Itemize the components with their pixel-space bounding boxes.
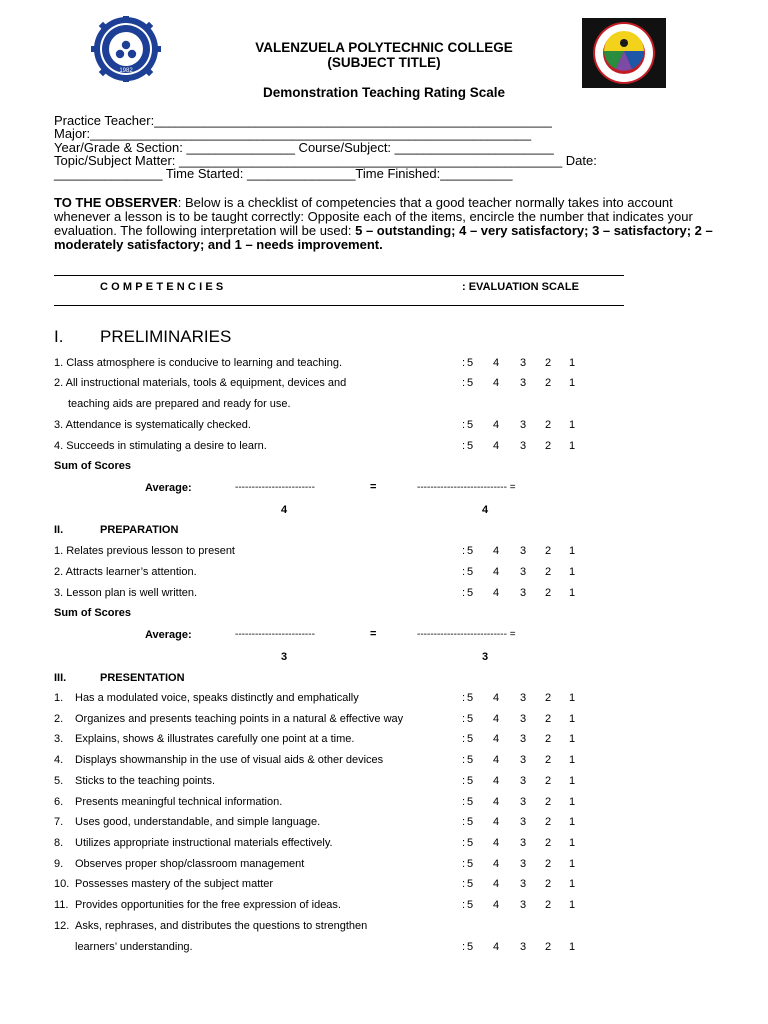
list-item: 2. All instructional materials, tools & equipment, devices and	[54, 377, 347, 389]
scale-3[interactable]: 3	[520, 941, 527, 953]
scale-2[interactable]: 2	[545, 440, 552, 452]
scale-prefix: :	[462, 545, 466, 557]
scale-prefix: :	[462, 754, 466, 767]
header-rule-top	[54, 275, 624, 276]
section-title-presentation: PRESENTATION	[100, 672, 185, 684]
scale-4[interactable]: 4	[493, 857, 500, 870]
scale-4[interactable]: 4	[493, 816, 500, 829]
section-numeral: I.	[54, 327, 64, 346]
scale-2[interactable]: 2	[545, 545, 552, 557]
scale-5[interactable]: 5	[467, 377, 474, 389]
scale-2[interactable]: 2	[545, 836, 552, 849]
list-item-number: 3.	[54, 733, 64, 746]
header-rule-bottom	[54, 305, 624, 306]
scale-3[interactable]: 3	[520, 878, 527, 891]
scale-4[interactable]: 4	[493, 795, 500, 808]
section-title-preparation: PREPARATION	[100, 524, 179, 536]
scale-3[interactable]: 3	[520, 587, 527, 599]
list-item: 3. Lesson plan is well written.	[54, 587, 198, 599]
observer-lead: TO THE OBSERVER	[54, 195, 178, 210]
list-item: Uses good, understandable, and simple language.	[75, 816, 321, 829]
scale-5[interactable]: 5	[467, 941, 474, 953]
list-item: Has a modulated voice, speaks distinctly and emphatically	[75, 692, 359, 704]
scale-1[interactable]: 1	[569, 377, 576, 389]
scale-1[interactable]: 1	[569, 774, 576, 787]
scale-prefix: :	[462, 440, 466, 452]
scale-1[interactable]: 1	[569, 566, 576, 578]
scale-1[interactable]: 1	[569, 733, 576, 746]
scale-prefix: :	[462, 692, 466, 704]
scale-2[interactable]: 2	[545, 774, 552, 787]
scale-4[interactable]: 4	[493, 754, 500, 767]
scale-4[interactable]: 4	[493, 836, 500, 849]
scale-2[interactable]: 2	[545, 377, 552, 389]
scale-2[interactable]: 2	[545, 795, 552, 808]
equals-sign: =	[370, 481, 377, 493]
scale-prefix: :	[462, 357, 466, 369]
scale-5[interactable]: 5	[467, 878, 474, 891]
scale-3[interactable]: 3	[520, 419, 527, 431]
scale-3[interactable]: 3	[520, 566, 527, 578]
scale-5[interactable]: 5	[467, 357, 474, 369]
scale-2[interactable]: 2	[545, 419, 552, 431]
major-field[interactable]: Major:_____________________________________________________________	[54, 126, 532, 141]
average-blank-left[interactable]: ------------------------	[235, 482, 315, 493]
observer-instructions	[54, 196, 714, 252]
section-numeral-presentation: III.	[54, 672, 67, 684]
scale-1[interactable]: 1	[569, 941, 576, 953]
rating-legend: 5 – outstanding; 4 – very satisfactory; 3 – satisfactory; 2 – moderately satisfactory; and 1 – needs improvement.	[54, 223, 713, 252]
list-item-number: 11.	[54, 899, 69, 911]
sum-of-scores-label: Sum of Scores	[54, 460, 132, 472]
scale-prefix: :	[462, 712, 466, 725]
scale-2[interactable]: 2	[545, 941, 552, 953]
average-blank-right[interactable]: --------------------------- =	[417, 482, 516, 493]
scale-5[interactable]: 5	[467, 754, 474, 767]
scale-2[interactable]: 2	[545, 357, 552, 369]
average-label: Average:	[145, 629, 192, 641]
evaluation-scale-header: : EVALUATION SCALE	[462, 281, 579, 293]
form-title: Demonstration Teaching Rating Scale	[262, 85, 506, 100]
scale-prefix: :	[462, 878, 466, 891]
topic-date-field[interactable]: Topic/Subject Matter: _____________________________________________________ Date:	[54, 153, 597, 168]
list-item-number: 1.	[54, 692, 64, 704]
list-item: Provides opportunities for the free expression of ideas.	[75, 899, 341, 911]
scale-1[interactable]: 1	[569, 692, 576, 704]
scale-1[interactable]: 1	[569, 836, 576, 849]
denominator-right: 3	[482, 651, 489, 663]
scale-prefix: :	[462, 587, 466, 599]
scale-4[interactable]: 4	[493, 440, 500, 452]
practice-teacher-field[interactable]: Practice Teacher:_______________________________________________________	[54, 113, 552, 128]
list-item-number: 2.	[54, 712, 64, 725]
scale-3[interactable]: 3	[520, 357, 527, 369]
scale-3[interactable]: 3	[520, 899, 527, 911]
scale-2[interactable]: 2	[545, 857, 552, 870]
scale-5[interactable]: 5	[467, 440, 474, 452]
scale-1[interactable]: 1	[569, 816, 576, 829]
scale-4[interactable]: 4	[493, 878, 500, 891]
list-item-number: 8.	[54, 836, 64, 849]
list-item: 2. Attracts learner’s attention.	[54, 566, 197, 578]
scale-4[interactable]: 4	[493, 733, 500, 746]
scale-prefix: :	[462, 899, 466, 911]
scale-3[interactable]: 3	[520, 545, 527, 557]
list-item: 3. Attendance is systematically checked.	[54, 419, 251, 431]
scale-2[interactable]: 2	[545, 878, 552, 891]
scale-4[interactable]: 4	[493, 545, 500, 557]
equals-sign: =	[370, 628, 377, 640]
scale-3[interactable]: 3	[520, 377, 527, 389]
list-item: 1. Class atmosphere is conducive to learning and teaching.	[54, 357, 343, 369]
denominator-left: 4	[281, 504, 288, 516]
list-item: Sticks to the teaching points.	[75, 774, 216, 787]
scale-2[interactable]: 2	[545, 712, 552, 725]
section-title-preliminaries	[54, 327, 231, 347]
section-name: PRELIMINARIES	[100, 327, 232, 346]
scale-2[interactable]: 2	[545, 733, 552, 746]
scale-4[interactable]: 4	[493, 357, 500, 369]
scale-1[interactable]: 1	[569, 857, 576, 870]
scale-5[interactable]: 5	[467, 899, 474, 911]
observer-text: : Below is a checklist of competencies that a good teacher normally takes into account whenever a lesson is to be taught correctly: Opposite each of the items, encircle the number that indicates your evaluation. The following interpretation will be used:	[54, 195, 693, 238]
average-blank-right[interactable]: --------------------------- =	[417, 629, 516, 640]
scale-1[interactable]: 1	[569, 878, 576, 891]
list-item-number: 7.	[54, 816, 64, 829]
scale-1[interactable]: 1	[569, 587, 576, 599]
list-item: Explains, shows & illustrates carefully one point at a time.	[75, 733, 355, 746]
scale-2[interactable]: 2	[545, 899, 552, 911]
list-item: Displays showmanship in the use of visual aids & other devices	[75, 754, 384, 767]
college-name: VALENZUELA POLYTECHNIC COLLEGE	[255, 40, 513, 55]
scale-1[interactable]: 1	[569, 899, 576, 911]
scale-4[interactable]: 4	[493, 377, 500, 389]
scale-1[interactable]: 1	[569, 419, 576, 431]
list-item-number: 4.	[54, 754, 64, 767]
scale-prefix: :	[462, 941, 466, 953]
scale-4[interactable]: 4	[493, 774, 500, 787]
scale-prefix: :	[462, 795, 466, 808]
scale-5[interactable]: 5	[467, 836, 474, 849]
list-item: 1. Relates previous lesson to present	[54, 545, 235, 557]
scale-1[interactable]: 1	[569, 440, 576, 452]
scale-5[interactable]: 5	[467, 733, 474, 746]
scale-4[interactable]: 4	[493, 712, 500, 725]
scale-2[interactable]: 2	[545, 566, 552, 578]
section-numeral-preparation: II.	[54, 524, 64, 536]
list-item-number: 5.	[54, 774, 64, 787]
list-item: Organizes and presents teaching points in a natural & effective way	[75, 712, 404, 725]
list-item: 4. Succeeds in stimulating a desire to learn.	[54, 440, 267, 452]
scale-4[interactable]: 4	[493, 899, 500, 911]
scale-2[interactable]: 2	[545, 587, 552, 599]
list-item-number: 12.	[54, 919, 70, 932]
scale-3[interactable]: 3	[520, 754, 527, 767]
scale-prefix: :	[462, 419, 466, 431]
scale-1[interactable]: 1	[569, 545, 576, 557]
scale-3[interactable]: 3	[520, 774, 527, 787]
scale-5[interactable]: 5	[467, 816, 474, 829]
scale-prefix: :	[462, 733, 466, 746]
scale-3[interactable]: 3	[520, 440, 527, 452]
scale-2[interactable]: 2	[545, 816, 552, 829]
scale-5[interactable]: 5	[467, 795, 474, 808]
scale-4[interactable]: 4	[493, 566, 500, 578]
scale-3[interactable]: 3	[520, 733, 527, 746]
list-item-number: 9.	[54, 857, 64, 870]
list-item-continuation: teaching aids are prepared and ready for use.	[68, 398, 291, 410]
scale-4[interactable]: 4	[493, 419, 500, 431]
scale-5[interactable]: 5	[467, 587, 474, 599]
scale-4[interactable]: 4	[493, 587, 500, 599]
scale-3[interactable]: 3	[520, 836, 527, 849]
scale-5[interactable]: 5	[467, 857, 474, 870]
list-item-number: 10.	[54, 878, 70, 891]
scale-1[interactable]: 1	[569, 754, 576, 767]
scale-4[interactable]: 4	[493, 692, 500, 704]
average-blank-left[interactable]: ------------------------	[235, 629, 315, 640]
scale-1[interactable]: 1	[569, 795, 576, 808]
scale-2[interactable]: 2	[545, 692, 552, 704]
scale-1[interactable]: 1	[569, 357, 576, 369]
competencies-header: COMPETENCIES	[100, 281, 227, 293]
sum-of-scores-label: Sum of Scores	[54, 607, 132, 619]
scale-prefix: :	[462, 774, 466, 787]
scale-prefix: :	[462, 816, 466, 829]
list-item: Presents meaningful technical information.	[75, 795, 283, 808]
time-field[interactable]: _______________ Time Started: _______________Time Finished:__________	[54, 166, 513, 181]
list-item-number: 6.	[54, 795, 64, 808]
subject-title: (SUBJECT TITLE)	[327, 55, 441, 70]
scale-prefix: :	[462, 566, 466, 578]
scale-5[interactable]: 5	[467, 419, 474, 431]
list-item: Asks, rephrases, and distributes the questions to strengthen	[75, 919, 368, 932]
scale-prefix: :	[462, 857, 466, 870]
scale-3[interactable]: 3	[520, 692, 527, 704]
scale-3[interactable]: 3	[520, 816, 527, 829]
denominator-left: 3	[281, 651, 288, 663]
list-item-continuation: learners’ understanding.	[75, 941, 193, 953]
scale-1[interactable]: 1	[569, 712, 576, 725]
scale-3[interactable]: 3	[520, 712, 527, 725]
scale-5[interactable]: 5	[467, 774, 474, 787]
scale-3[interactable]: 3	[520, 795, 527, 808]
scale-3[interactable]: 3	[520, 857, 527, 870]
scale-5[interactable]: 5	[467, 566, 474, 578]
svg-text:1982: 1982	[119, 68, 133, 74]
scale-prefix: :	[462, 836, 466, 849]
denominator-right: 4	[482, 504, 489, 516]
scale-5[interactable]: 5	[467, 712, 474, 725]
list-item: Utilizes appropriate instructional materials effectively.	[75, 836, 333, 849]
scale-5[interactable]: 5	[467, 692, 474, 704]
scale-2[interactable]: 2	[545, 754, 552, 767]
list-item: Observes proper shop/classroom management	[75, 857, 305, 870]
scale-4[interactable]: 4	[493, 941, 500, 953]
scale-5[interactable]: 5	[467, 545, 474, 557]
scale-prefix: :	[462, 377, 466, 389]
year-grade-course-field[interactable]: Year/Grade & Section: _______________ Course/Subject: ______________________	[54, 140, 554, 155]
average-label: Average:	[145, 482, 192, 494]
list-item: Possesses mastery of the subject matter	[75, 878, 274, 891]
